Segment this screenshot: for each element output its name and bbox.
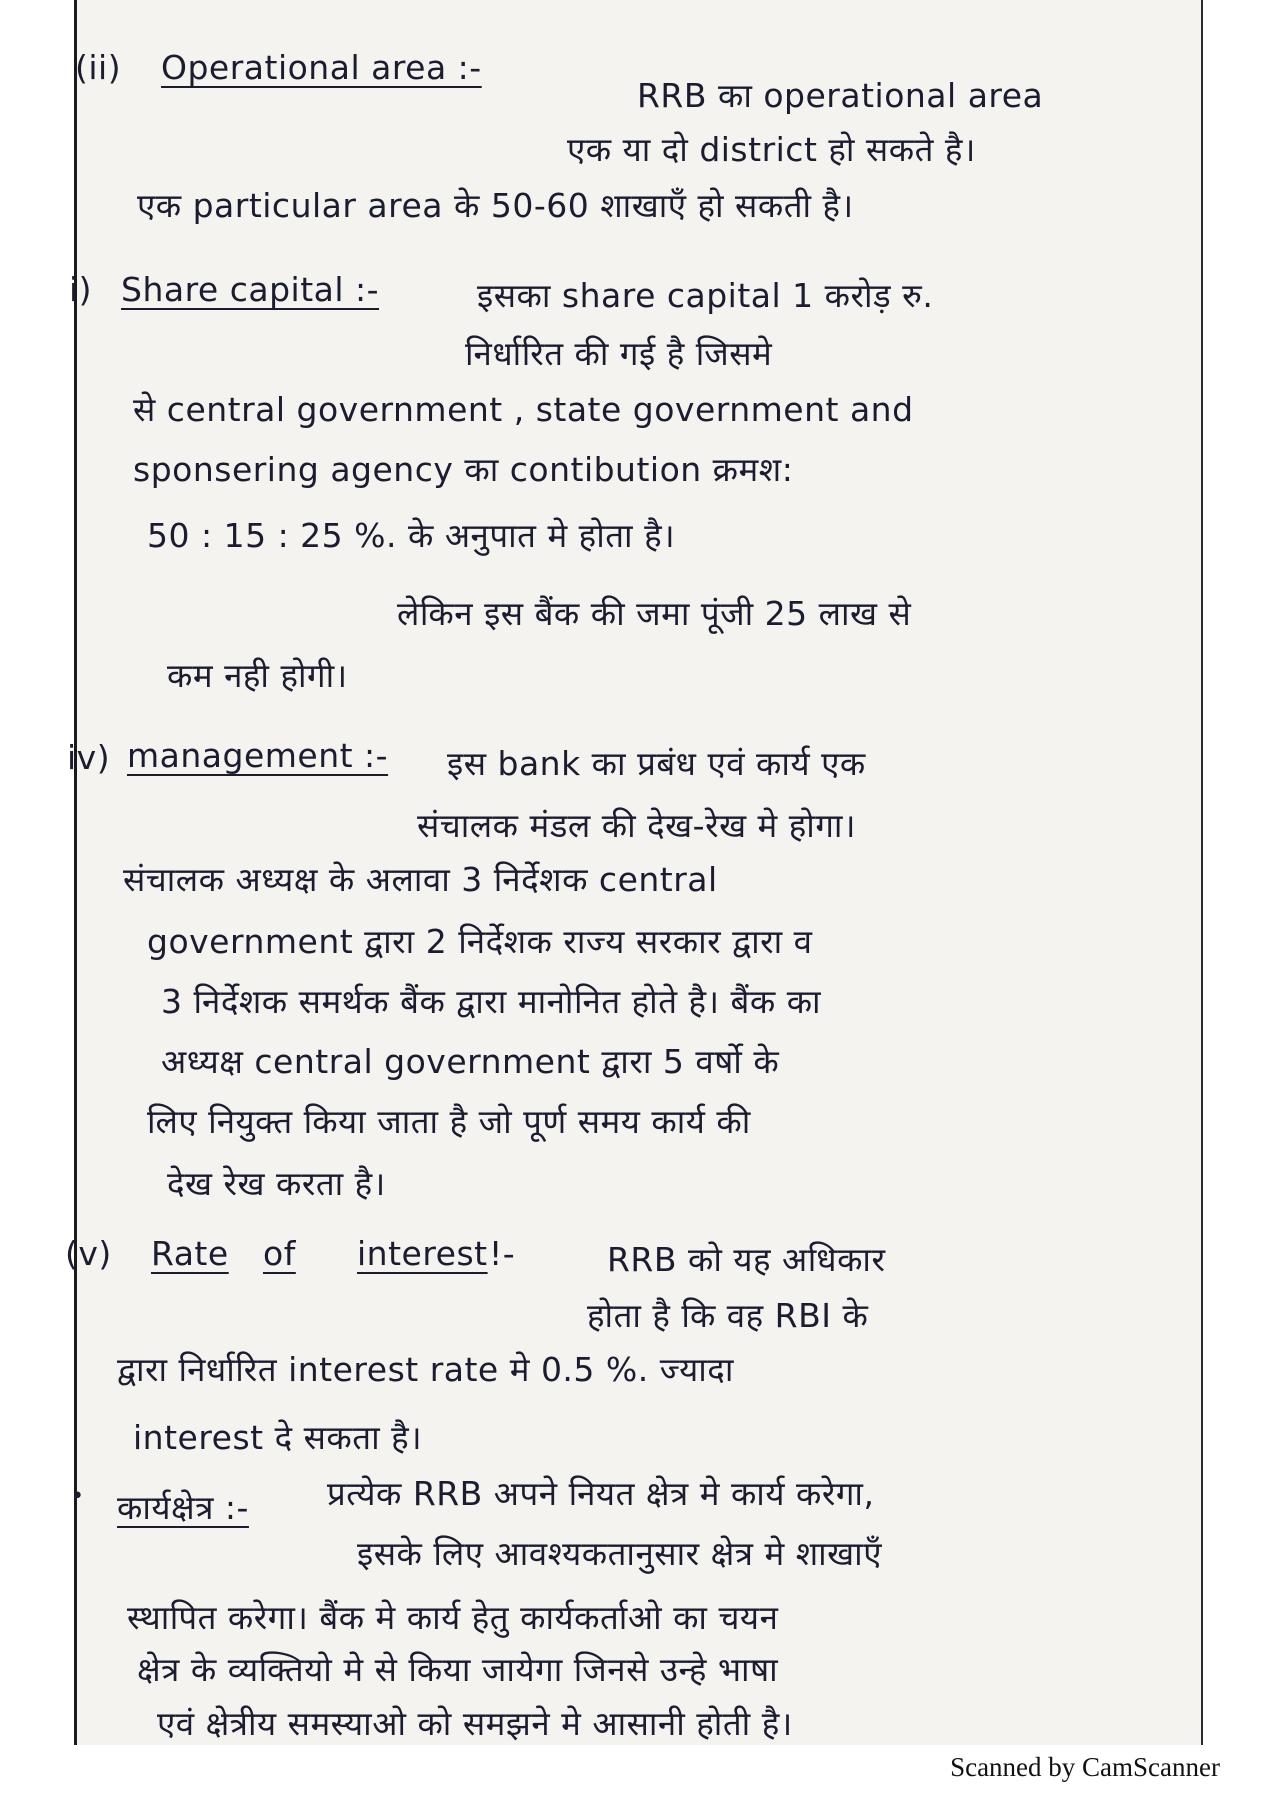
section-heading: Share capital :- <box>121 270 380 309</box>
text-line: interest दे सकता है। <box>133 1418 423 1457</box>
text-line: संचालक अध्यक्ष के अलावा 3 निर्देशक central <box>123 860 718 899</box>
section-heading-word: interest <box>357 1234 488 1273</box>
text-line: RRB का operational area <box>637 76 1044 115</box>
section-number: i) <box>69 270 93 309</box>
scanner-watermark: Scanned by CamScanner <box>950 1752 1220 1782</box>
text-line: government द्वारा 2 निर्देशक राज्य सरकार द्वारा व <box>147 922 813 961</box>
scanned-page <box>65 0 1203 1745</box>
text-line: इसके लिए आवश्यकतानुसार क्षेत्र मे शाखाएँ <box>357 1534 882 1573</box>
text-line: द्वारा निर्धारित interest rate मे 0.5 %. ज्यादा <box>117 1350 734 1389</box>
text-line: कम नही होगी। <box>167 656 348 695</box>
section-heading-word: !- <box>489 1234 516 1273</box>
text-line: RRB को यह अधिकार <box>607 1240 886 1279</box>
text-line: sponsering agency का contibution क्रमश: <box>133 450 794 489</box>
text-line: क्षेत्र के व्यक्तियो मे से किया जायेगा जिनसे उन्हे भाषा <box>137 1650 779 1689</box>
section-heading-word: of <box>263 1234 296 1273</box>
section-number: (ii) <box>75 48 122 87</box>
text-line: अध्यक्ष central government द्वारा 5 वर्षो के <box>161 1042 780 1081</box>
text-line: स्थापित करेगा। बैंक मे कार्य हेतु कार्यकर्ताओ का चयन <box>127 1598 779 1637</box>
text-line: इसका share capital 1 करोड़ रु. <box>477 276 934 315</box>
text-line: 50 : 15 : 25 %. के अनुपात मे होता है। <box>147 516 676 555</box>
section-number: (v) <box>65 1234 112 1273</box>
text-line: एक particular area के 50-60 शाखाएँ हो सकती है। <box>137 186 854 225</box>
text-line: होता है कि वह RBI के <box>587 1296 869 1335</box>
section-heading: Operational area :- <box>161 48 482 87</box>
text-line: लेकिन इस बैंक की जमा पूंजी 25 लाख से <box>397 594 912 633</box>
section-heading: management :- <box>127 736 389 775</box>
text-line: 3 निर्देशक समर्थक बैंक द्वारा मानोनित होते है। बैंक का <box>161 982 822 1021</box>
text-line: इस bank का प्रबंध एवं कार्य एक <box>447 744 866 783</box>
text-line: प्रत्येक RRB अपने नियत क्षेत्र मे कार्य करेगा, <box>327 1474 875 1513</box>
text-line: एक या दो district हो सकते है। <box>567 130 976 169</box>
section-number: iv) <box>67 738 111 777</box>
section-bullet: • <box>71 1484 85 1509</box>
section-heading-word: Rate <box>151 1234 229 1273</box>
text-line: एवं क्षेत्रीय समस्याओ को समझने मे आसानी होती है। <box>157 1704 793 1743</box>
text-line: से central government , state government and <box>133 390 914 429</box>
text-line: लिए नियुक्त किया जाता है जो पूर्ण समय कार्य की <box>147 1102 751 1141</box>
text-line: संचालक मंडल की देख-रेख मे होगा। <box>417 806 856 845</box>
text-line: देख रेख करता है। <box>167 1164 386 1203</box>
text-line: निर्धारित की गई है जिसमे <box>465 334 773 373</box>
section-heading: कार्यक्षेत्र :- <box>117 1488 249 1527</box>
